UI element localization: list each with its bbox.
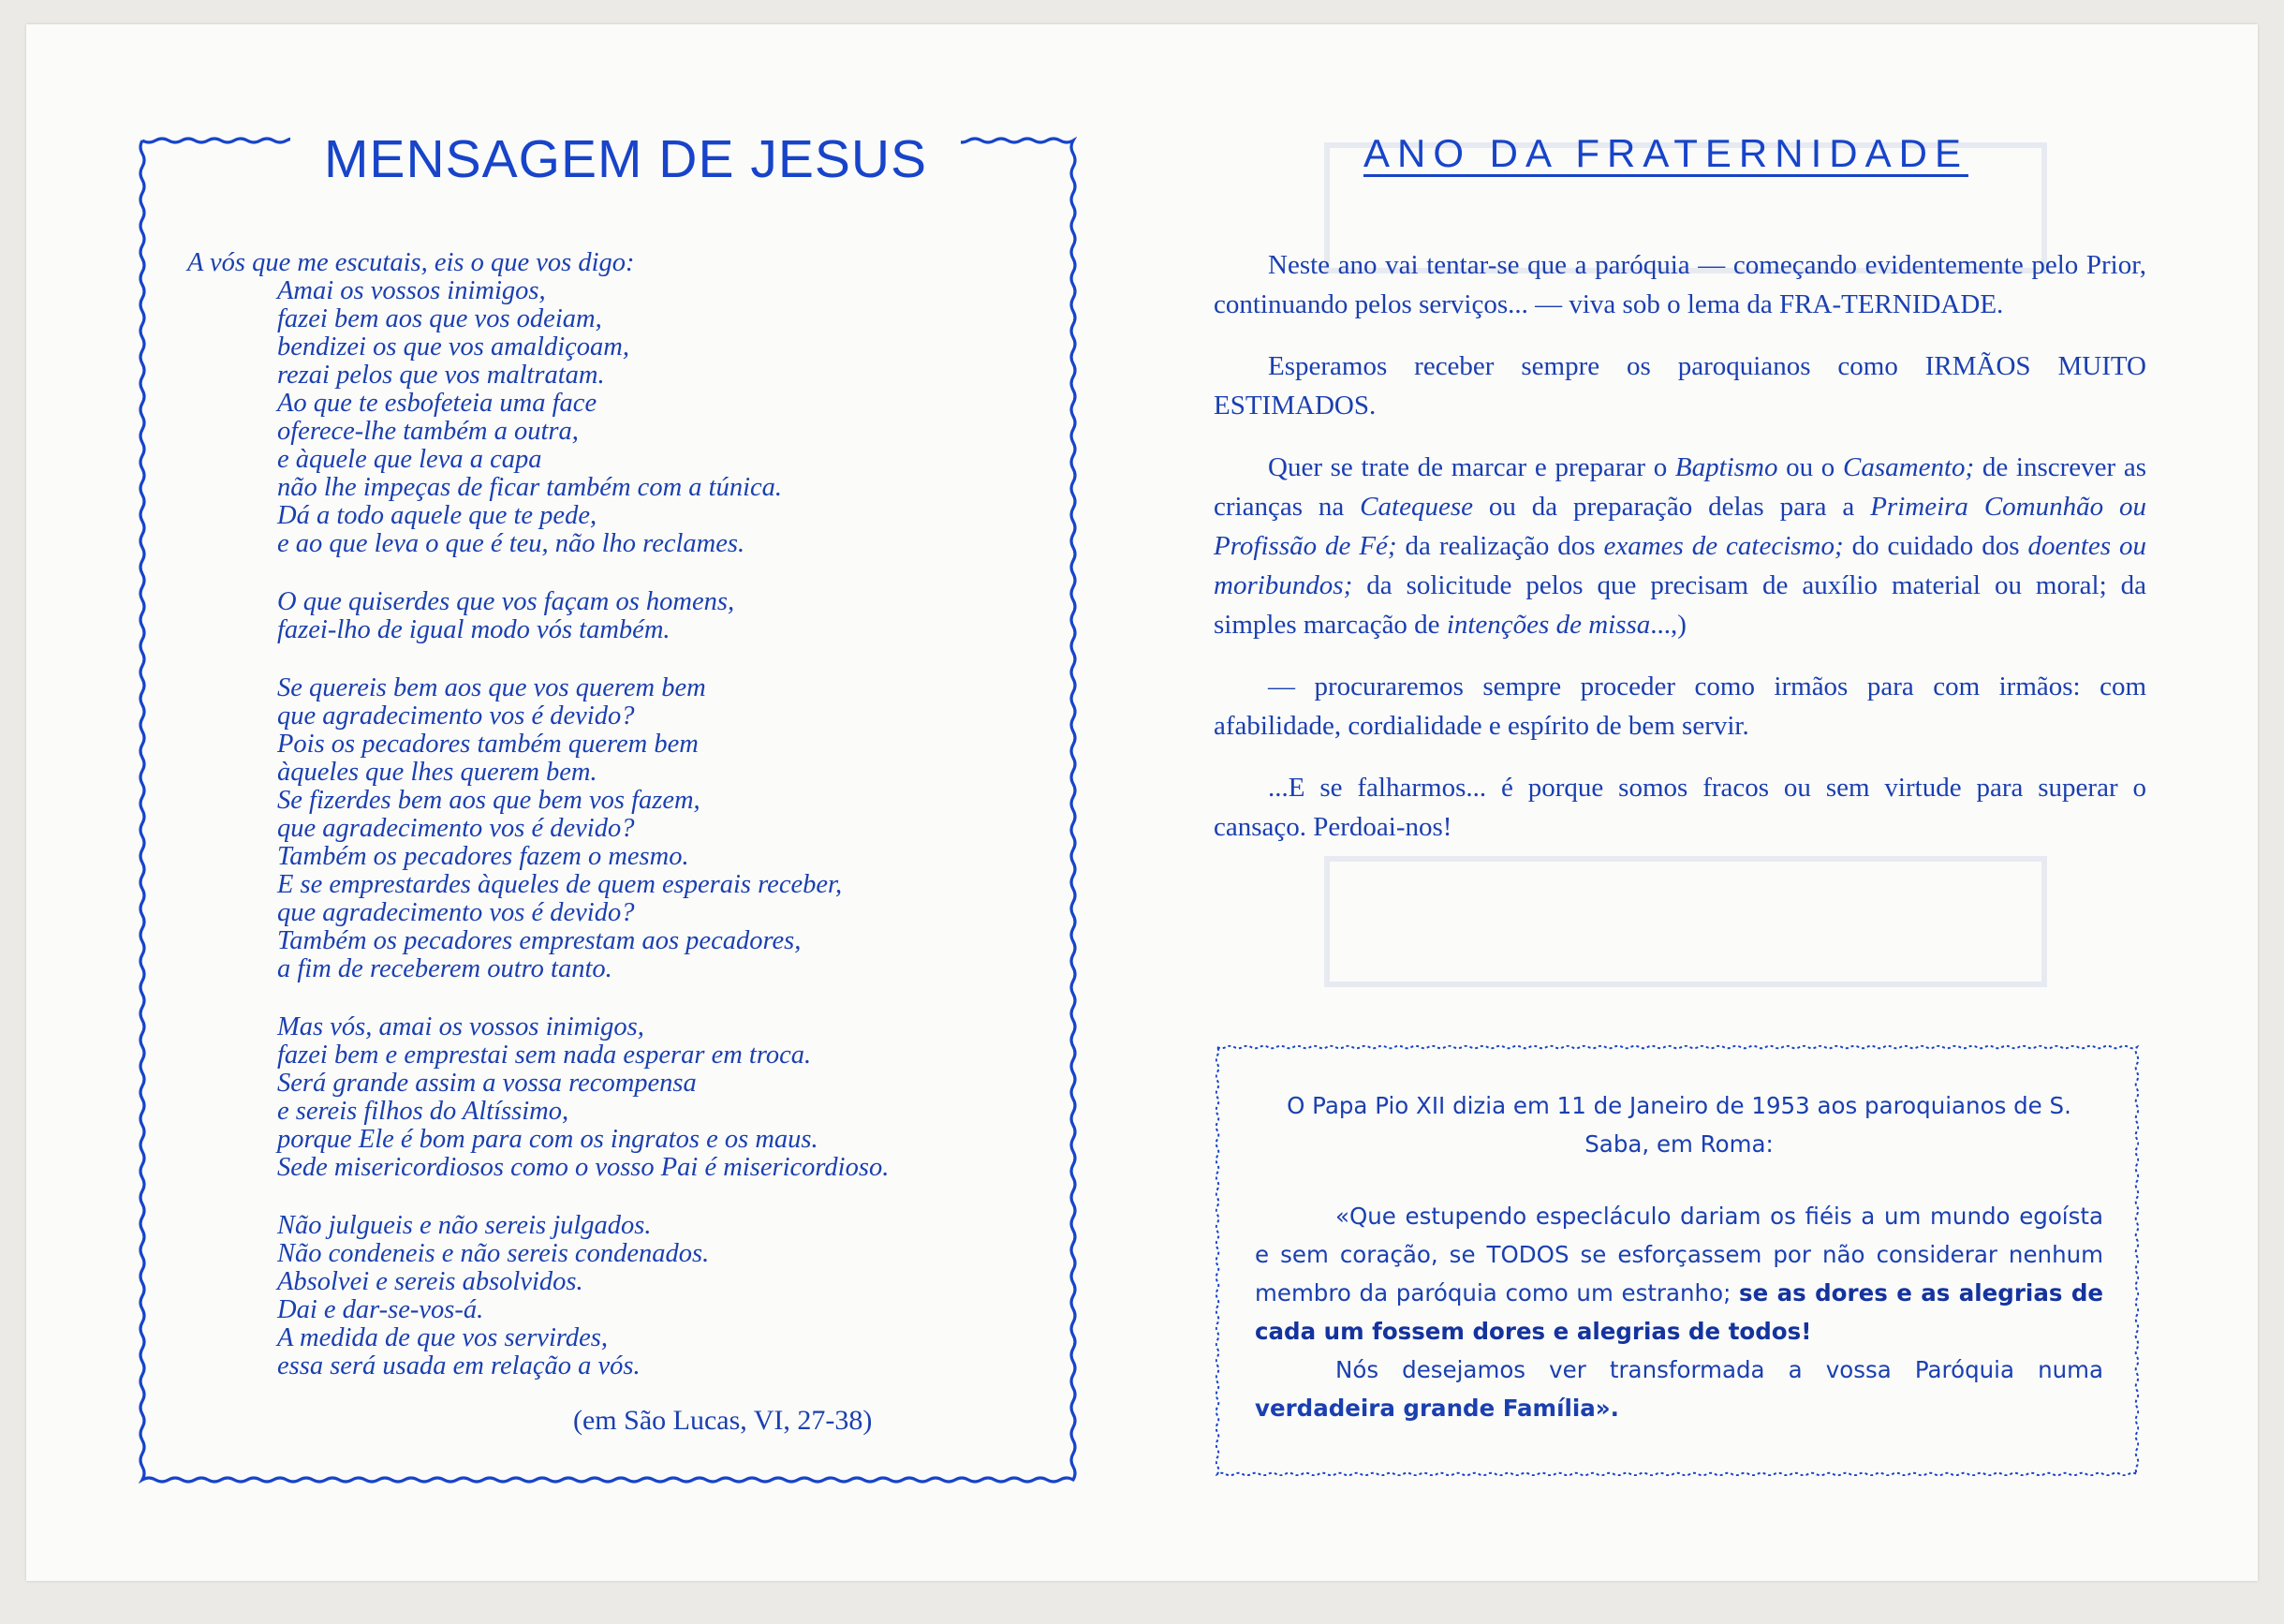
poem-line: fazei-lho de igual modo vós também. [277, 615, 670, 644]
poem-line: e ao que leva o que é teu, não lho reclames. [277, 529, 745, 558]
poem-line: A vós que me escutais, eis o que vos digo: [187, 248, 635, 277]
poem-line: fazei bem e emprestai sem nada esperar em troca. [277, 1041, 812, 1070]
poem-line: Será grande assim a vossa recompensa [277, 1069, 697, 1098]
poem-line: essa será usada em relação a vós. [277, 1351, 641, 1380]
poem-line: Não julgueis e não sereis julgados. [277, 1211, 652, 1240]
bleed-through-box-bottom [1324, 856, 2047, 987]
poem-line: que agradecimento vos é devido? [277, 898, 635, 927]
poem-line: Ao que te esbofeteia uma face [277, 389, 597, 418]
poem-line: e sereis filhos do Altíssimo, [277, 1097, 569, 1126]
poem-line: Também os pecadores fazem o mesmo. [277, 842, 689, 871]
poem-line: Mas vós, amai os vossos inimigos, [277, 1012, 644, 1041]
poem-line: Dá a todo aquele que te pede, [277, 501, 597, 530]
poem-line: Se fizerdes bem aos que bem vos fazem, [277, 786, 700, 815]
message-title: MENSAGEM DE JESUS [290, 129, 961, 189]
papal-quote [1255, 1086, 2103, 1427]
quote-heading: O Papa Pio XII dizia em 11 de Janeiro de 1953 aos paroquianos de S. Saba, em Roma: [1287, 1092, 2071, 1158]
poem-line: Não condeneis e não sereis condenados. [277, 1239, 710, 1268]
poem-line: porque Ele é bom para com os ingratos e os maus. [277, 1125, 818, 1154]
poem-line: Amai os vossos inimigos, [277, 276, 546, 305]
poem-line: Absolvei e sereis absolvidos. [277, 1267, 583, 1296]
poem-line: fazei bem aos que vos odeiam, [277, 304, 602, 333]
poem-line: Se quereis bem aos que vos querem bem [277, 673, 706, 702]
poem-line: àqueles que lhes querem bem. [277, 758, 597, 787]
quote-body: «Que estupendo especláculo dariam os fiéis a um mundo egoísta e sem coração, se TODOS se esforçassem por não considerar nenhum membro da paróquia como um estranho; se as dores e as alegrias de cada um fossem dores e alegrias de todos! [1255, 1203, 2103, 1345]
poem-line: Também os pecadores emprestam aos pecadores, [277, 926, 802, 955]
poem-line: bendizei os que vos amaldiçoam, [277, 332, 629, 362]
poem-line: Dai e dar-se-vos-á. [277, 1295, 484, 1324]
quote-closing: Nós desejamos ver transformada a vossa Paróquia numa verdadeira grande Família». [1255, 1356, 2103, 1422]
poem-line: Sede misericordiosos como o vosso Pai é misericordioso. [277, 1153, 890, 1182]
poem-line: E se emprestardes àqueles de quem esperais receber, [277, 870, 843, 899]
poem-line: que agradecimento vos é devido? [277, 701, 635, 731]
paragraph-welcome: Esperamos receber sempre os paroquianos como IRMÃOS MUITO ESTIMADOS. [1214, 351, 2146, 421]
poem-line: que agradecimento vos é devido? [277, 814, 635, 843]
poem-line: O que quiserdes que vos façam os homens, [277, 587, 735, 616]
poem-line: A medida de que vos servirdes, [277, 1323, 609, 1352]
poem-line: Pois os pecadores também querem bem [277, 730, 699, 759]
poem-line: e àquele que leva a capa [277, 445, 542, 474]
poem-line: a fim de receberem outro tanto. [277, 954, 612, 983]
poem-line: não lhe impeças de ficar também com a túnica. [277, 473, 783, 502]
gospel-text [187, 249, 1068, 1380]
paragraph-apology: ...E se falharmos... é porque somos fracos ou sem virtude para superar o cansaço. Perdoai-nos! [1214, 773, 2146, 842]
fraternity-text [1214, 245, 2146, 869]
paragraph-services: Quer se trate de marcar e preparar o Baptismo ou o Casamento; de inscrever as crianças na Catequese ou da preparação delas para a Primeira Comunhão ou Profissão de Fé; da realização dos exames de catecismo; do cuidado dos doentes ou moribundos; da solicitude pelos que precisam de auxílio material ou moral; da simples marcação de intenções de missa...,) [1214, 452, 2147, 640]
paragraph-promise: — procuraremos sempre proceder como irmãos para com irmãos: com afabilidade, cordialidade e espírito de bem servir. [1214, 672, 2146, 741]
fraternity-title: ANO DA FRATERNIDADE [1363, 131, 1968, 175]
poem-line: oferece-lhe também a outra, [277, 417, 579, 446]
poem-line: rezai pelos que vos maltratam. [277, 361, 605, 390]
scripture-reference: (em São Lucas, VI, 27-38) [573, 1405, 873, 1436]
paragraph-intro: Neste ano vai tentar-se que a paróquia — começando evidentemente pelo Prior, continuando pelos serviços... — viva sob o lema da FRA-TERNIDADE. [1214, 250, 2146, 319]
